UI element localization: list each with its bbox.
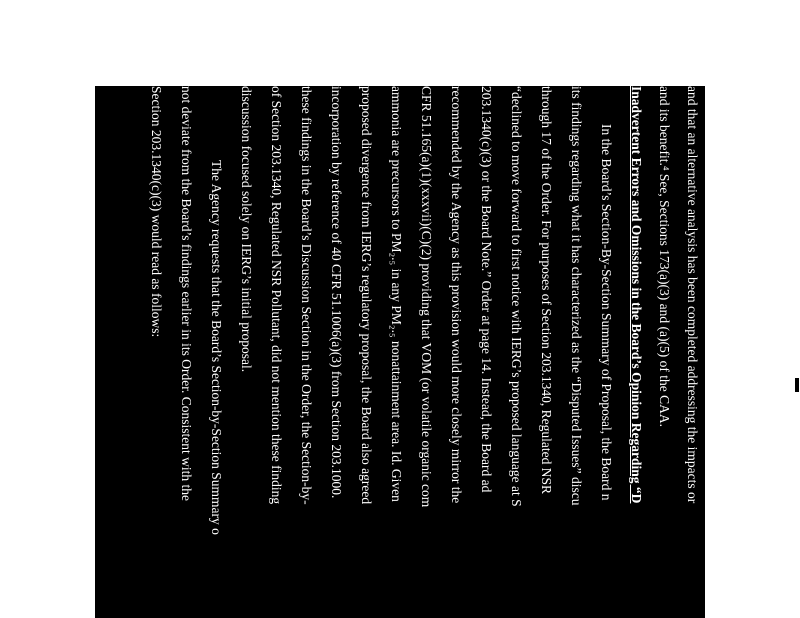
text-line: recommended by the Agency as this provision would more closely mirror the xyxy=(449,86,464,504)
text-line: its findings regarding what it has characterized as the “Disputed Issues” discu xyxy=(569,86,584,506)
text-line: In the Board’s Section-By-Section Summary of Proposal, the Board n xyxy=(599,124,614,501)
text-line: Section 203.1340(c)(3) would read as follows: xyxy=(149,86,164,338)
text-line: 203.1340(c)(3) or the Board Note.” Order at page 14. Instead, the Board ad xyxy=(479,86,494,493)
scan-edge-mark xyxy=(795,378,799,392)
text-line: proposed divergence from IERG’s regulatory proposal, the Board also agreed xyxy=(359,86,374,505)
section-heading: Inadvertent Errors and Omissions in the Board’s Opinion Regarding “D xyxy=(629,86,644,504)
text-line: ammonia are precursors to PM₂.₅ in any PM₂.₅ nonattainment area. Id. Given xyxy=(389,86,404,502)
text-line: these findings in the Board’s Discussion Section in the Order, the Section-by- xyxy=(299,86,314,505)
text-line: through 17 of the Order. For purposes of Section 203.1340, Regulated NSR xyxy=(539,86,554,494)
text-line: of Section 203.1340, Regulated NSR Pollutant, did not mention these finding xyxy=(269,86,284,505)
rotated-text-body xyxy=(95,86,705,618)
text-line: and that an alternative analysis has been completed addressing the impacts or xyxy=(685,86,700,504)
text-line: The Agency requests that the Board’s Section-by-Section Summary o xyxy=(209,160,224,535)
text-line: “declined to move forward to first notice with IERG’s proposed language at S xyxy=(509,86,524,507)
scanned-document-page xyxy=(95,86,705,618)
text-line: not deviate from the Board’s findings earlier in its Order. Consistent with the xyxy=(179,86,194,502)
text-line: CFR 51.165(a)(1)(xxxvii)(C)(2) providing that VOM (or volatile organic com xyxy=(419,86,434,508)
text-line: and its benefit.⁴ See, Sections 173(a)(3) and (a)(5) of the CAA. xyxy=(657,86,672,427)
text-line: incorporation by reference of 40 CFR 51.1006(a)(3) from Section 203.1000. xyxy=(329,86,344,499)
text-line: discussion focused solely on IERG’s initial proposal. xyxy=(239,86,254,373)
